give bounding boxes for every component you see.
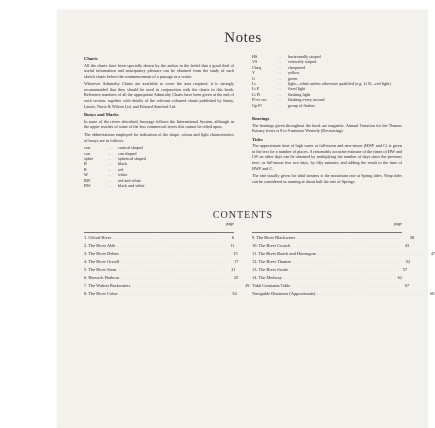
abbr-key: can <box>84 150 90 156</box>
notes-columns <box>84 53 402 188</box>
abbr-key: B <box>84 161 87 167</box>
contents-entry: 8. The River Colne . . . . . . . . . . . . . . . . . . . . . . . . . . 34 <box>84 291 237 297</box>
abbr-key: R <box>84 166 87 172</box>
contents-title: CONTENTS <box>212 210 274 222</box>
abbr-value: horizontally striped <box>288 54 321 59</box>
entry-title: 9. The River Blackwater <box>252 235 296 241</box>
abbr-value: flashing light <box>288 91 311 97</box>
abbr-row: can . . can shaped <box>84 151 234 156</box>
abbr-value: spherical shaped <box>118 155 146 161</box>
contents-entry: 12. The River Thames . . . . . . . . . . . . . . . . . . . . . . . . . . 52 <box>252 259 411 265</box>
charts-heading: Charts <box>84 56 98 61</box>
divider <box>84 232 234 233</box>
buoys-heading: Buoys and Marks <box>84 112 119 118</box>
tides-paragraph-2: The rate usually given for tidal streams is the maximum rate at Spring tides. Neap tides can be considered as running at about half the rate of Springs. <box>252 173 402 184</box>
abbr-value: can shaped <box>118 150 137 156</box>
abbr-value: black and white <box>118 182 145 188</box>
entry-page: 68 <box>430 291 435 297</box>
entry-title: 7. The Walton Backwaters <box>84 283 131 289</box>
contents-entry: 13. The River Swale . . . . . . . . . . . . . . . . . . . . . . . . . . 57 <box>252 267 408 273</box>
entry-page: 43 <box>404 243 410 249</box>
buoys-paragraph-1: In none of the rivers described, buoyage follows the International System, although in the upper reaches of some of the less commercial rivers this cannot be relied upon. <box>84 118 234 130</box>
contents-entry: 4. The River Orwell . . . . . . . . . . . . . . . . . . . . . . . . . . 17 <box>84 259 239 265</box>
abbr-value: vertically striped <box>288 59 317 65</box>
contents-entry: 9. The River Blackwater . . . . . . . . . . . . . . . . . . . . . . . . . . 38 <box>252 235 415 241</box>
entry-title: 3. The River Deben <box>84 251 119 257</box>
abbr-row: BW . . black and white <box>84 183 234 188</box>
entry-title: Navigable Distances (Approximate) <box>252 291 316 297</box>
abbr-value: green <box>288 75 298 81</box>
abbr-value: flashing every second <box>288 97 325 103</box>
abbr-key: W <box>84 172 88 178</box>
entry-title: 6. Harwich Harbour <box>84 275 120 281</box>
page-content <box>84 30 435 298</box>
entry-page: 21 <box>231 267 236 273</box>
abbr-key: spher <box>84 155 94 161</box>
contents-entry: 5. The River Stour . . . . . . . . . . . . . . . . . . . . . . . . . . 21 <box>84 267 236 273</box>
contents-entry: Tidal Constants Table . . . . . . . . . . . . . . . . . . . . . . . . . . 67 <box>252 283 410 289</box>
entry-title: 8. The River Colne <box>84 291 118 297</box>
charts-paragraph-2: Wherever Admiralty Charts are available to cover the area required, it is strongly recommended that they should be used in conjunction with the charts in this book. Reference numbers of all the appropriate Admiralty Charts have been given at the end of each section, together with details of the relevant coloured charts published by Imray, Laurie, Norie & Wilson Ltd, and Edward Stanford Ltd. <box>84 81 234 109</box>
abbr-key: VS <box>252 59 258 65</box>
entry-page: 34 <box>232 291 237 297</box>
entry-page: 52 <box>405 259 411 265</box>
page-column-label: page <box>394 221 402 227</box>
abbr-value: chequered <box>288 64 306 70</box>
entry-page: 25 <box>233 275 239 281</box>
entry-title: Tidal Constants Table <box>252 283 291 289</box>
tides-heading: Tides <box>252 136 263 142</box>
abbr-value: conical shaped <box>118 145 143 151</box>
entry-page: 57 <box>402 267 408 273</box>
contents-entry: Navigable Distances (Approximate) . . . . . . . . . . . . . . . . . . . . . . . . . . 68 <box>252 291 435 297</box>
abbr-row: Fl ev sec . . flashing every second <box>252 97 402 102</box>
light-abbreviation-list <box>252 54 402 108</box>
abbr-key: Fl ev sec <box>252 97 267 103</box>
contents-entry: 6. Harwich Harbour . . . . . . . . . . . . . . . . . . . . . . . . . . 25 <box>84 275 239 281</box>
contents-entry: 7. The Walton Backwaters . . . . . . . . . . . . . . . . . . . . . . . . . . 29 <box>84 283 250 289</box>
abbr-row: B . . black <box>84 161 234 166</box>
entry-page: 15 <box>233 251 238 257</box>
abbr-row: HS . . horizontally striped <box>252 54 402 59</box>
abbr-row: Y . . yellow <box>252 70 402 75</box>
abbr-row: G . . green <box>252 76 402 81</box>
abbr-value: yellow <box>288 70 300 76</box>
abbr-key: con <box>84 145 91 151</box>
entry-title: 11. The River Roach and Havengore <box>252 251 317 257</box>
abbr-key: Gp Fl <box>252 102 262 108</box>
abbr-key: BW <box>84 182 91 188</box>
abbr-row: W . . white <box>84 172 234 177</box>
abbr-key: G <box>252 75 256 81</box>
abbr-row: con . . conical shaped <box>84 145 234 150</box>
entry-page: 62 <box>397 275 402 281</box>
abbr-row: VS . . vertically striped <box>252 59 402 64</box>
abbr-value: group of flashes <box>288 102 315 108</box>
abbr-value: red <box>118 166 124 172</box>
abbr-row: RW . . red and white <box>84 178 234 183</box>
entry-page: 17 <box>233 259 239 265</box>
book-page <box>58 10 435 428</box>
page-column-label: page <box>226 221 234 227</box>
entry-title: 4. The River Orwell <box>84 259 120 265</box>
entry-title: 12. The River Thames <box>252 259 292 265</box>
abbr-key: Lt F <box>252 86 260 92</box>
abbr-value: red and white <box>118 177 141 183</box>
contents-entry: 3. The River Deben . . . . . . . . . . . . . . . . . . . . . . . . . . 15 <box>84 251 238 257</box>
contents-entry: 11. The River Roach and Havengore . . . . . . . . . . . . . . . . . . . . . . . . . . 47 <box>252 251 435 257</box>
abbr-row: Lt F . . fixed light <box>252 86 402 91</box>
abbr-row: Gp Fl . . group of flashes <box>252 103 402 108</box>
abbr-key: Lt Fl <box>252 91 261 97</box>
entry-title: 1. Orford River <box>84 235 112 241</box>
abbr-row: R . . red <box>84 167 234 172</box>
entry-title: 10. The River Crouch <box>252 243 291 249</box>
bearings-paragraph: The bearings given throughout the book are magnetic. Annual Variation for the Thames Estuary rivers is 8 to 9 minutes Westerly (Decreasing). <box>252 122 402 134</box>
notes-left-column <box>84 53 234 188</box>
abbr-value: light—white unless otherwise qualified (e.g. Lt R—red light) <box>288 81 391 87</box>
abbr-row: Lt Fl . . flashing light <box>252 92 402 97</box>
entry-title: 2. The River Alde <box>84 243 116 249</box>
contents-left-column <box>84 221 250 298</box>
abbr-key: Lt <box>252 81 256 87</box>
entry-title: 14. The Medway <box>252 275 282 281</box>
abbr-key: Y <box>252 70 256 76</box>
charts-paragraph-1: All the charts have been specially drawn by the author in the belief that a good deal of useful information and anticipatory pleasure can be obtained from the study of such sketch charts before the commencement of a passage or a cruise. <box>84 62 234 79</box>
page-title: Notes <box>224 30 262 46</box>
entry-title: 13. The River Swale <box>252 267 289 273</box>
abbr-key: Cheq <box>252 64 261 70</box>
notes-right-column <box>252 53 402 188</box>
divider <box>252 232 402 233</box>
abbr-row: spher . . spherical shaped <box>84 156 234 161</box>
buoy-abbreviation-list <box>84 145 234 188</box>
entry-page: 6 <box>231 235 234 241</box>
entry-page: 38 <box>409 235 415 241</box>
contents-table <box>84 221 435 298</box>
entry-page: 29 <box>245 283 250 289</box>
contents-entry: 2. The River Alde . . . . . . . . . . . . . . . . . . . . . . . . . . 11 <box>84 243 235 249</box>
entry-page: 11 <box>230 243 235 249</box>
abbr-value: white <box>118 172 128 178</box>
entry-title: 5. The River Stour <box>84 267 117 273</box>
abbr-row: Cheq . . chequered <box>252 65 402 70</box>
bearings-heading: Bearings <box>252 116 270 122</box>
contents-entry: 1. Orford River . . . . . . . . . . . . . . . . . . . . . . . . . . 6 <box>84 235 234 241</box>
contents-right-column <box>252 221 435 298</box>
abbr-value: fixed light <box>288 86 306 92</box>
entry-page: 47 <box>430 251 435 257</box>
abbr-key: HS <box>252 54 258 59</box>
abbr-key: RW <box>84 177 91 183</box>
abbr-row: Lt . . light—white unless otherwise qualified (e.g. Lt R—red light) <box>252 81 402 86</box>
contents-entry: 10. The River Crouch . . . . . . . . . . . . . . . . . . . . . . . . . . 43 <box>252 243 410 249</box>
entry-page: 67 <box>404 283 410 289</box>
buoys-paragraph-2: The abbreviations employed for indication of the shape, colour and light characteristics of buoys are as follows: <box>84 131 234 143</box>
abbr-value: black <box>118 161 128 167</box>
contents-entry: 14. The Medway . . . . . . . . . . . . . . . . . . . . . . . . . . 62 <box>252 275 402 281</box>
tides-paragraph-1: The approximate time of high water at full-moon and new-moon (HWF and C) is given in the text for a number of places. A reasonably accurate estimate of the times of HW and LW on other days can be obtained by multiplying the number of days since the previous new- or full-moon less two days, by fifty minutes, and adding the result to the time of HWF and C. <box>252 143 402 171</box>
